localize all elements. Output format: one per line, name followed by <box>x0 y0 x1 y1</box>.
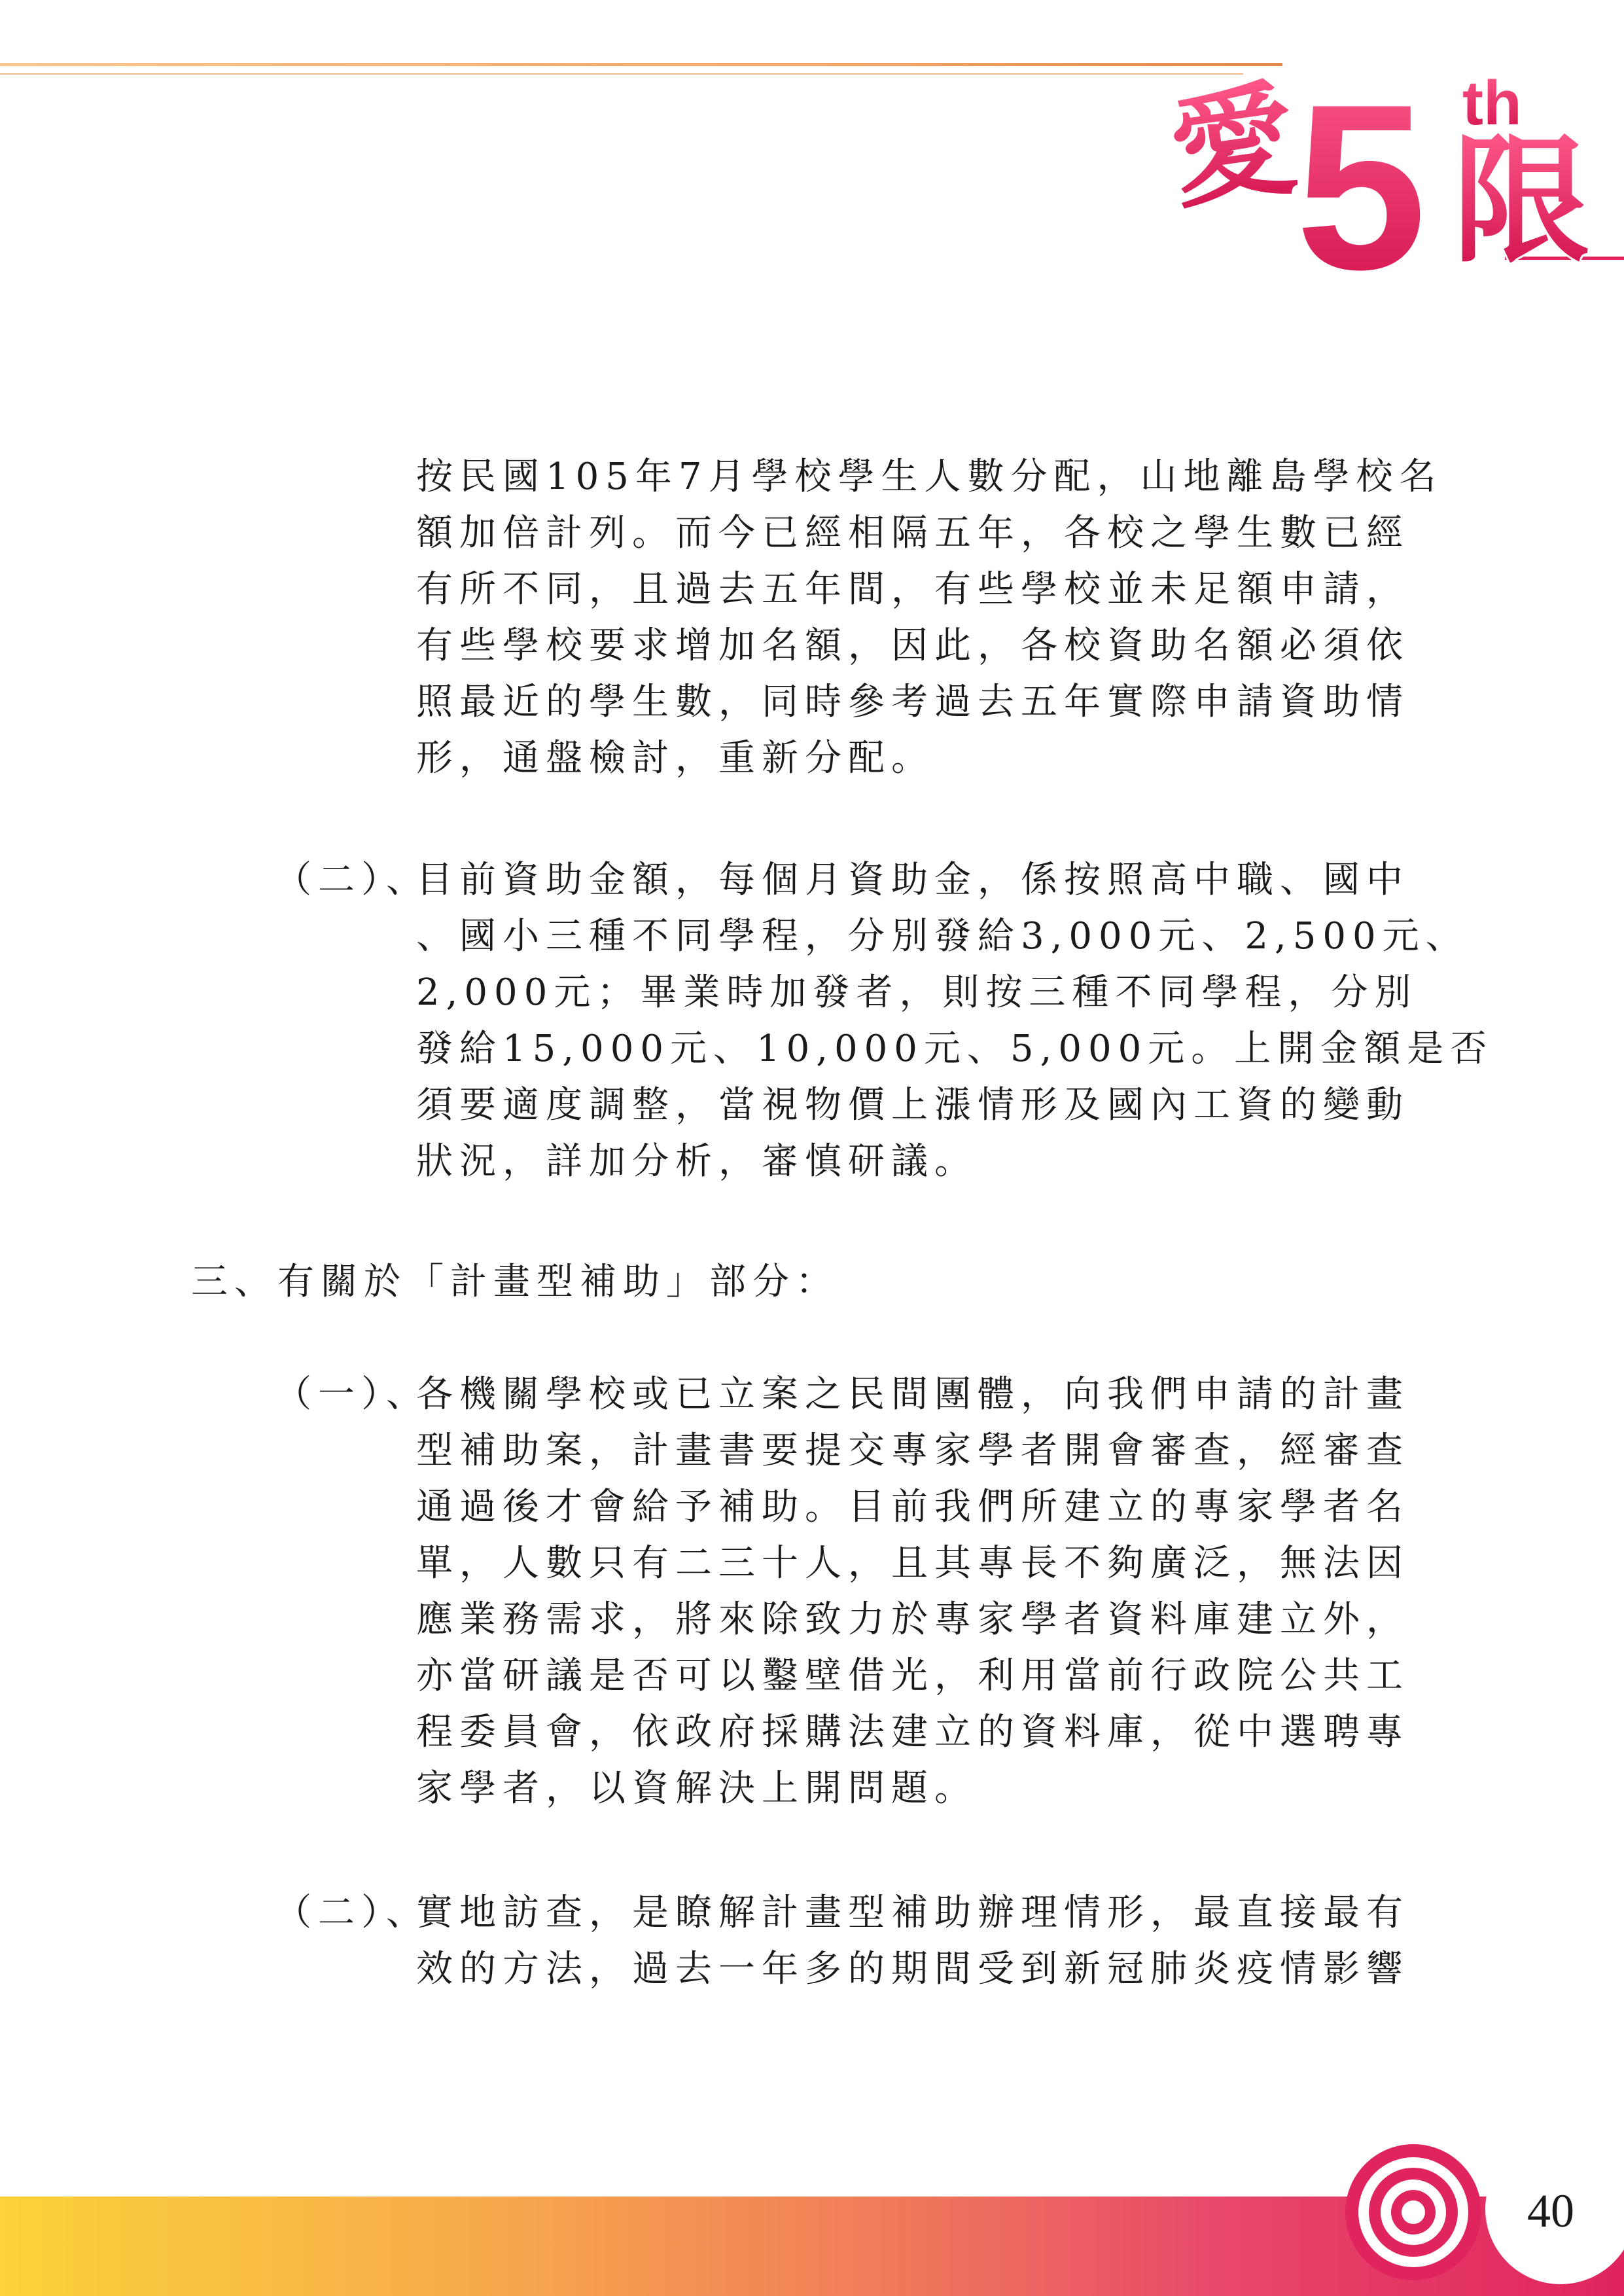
text-line: 家學者，以資解決上開問題。 <box>416 1767 978 1810</box>
text-line: 、國小三種不同學程，分別發給3,000元、2,500元、 <box>416 915 1469 958</box>
paragraph-2 <box>416 852 1493 1190</box>
text-line: 亦當研議是否可以鑿壁借光，利用當前行政院公共工 <box>416 1655 1409 1697</box>
text-line: 須要適度調整，當視物價上漲情形及國內工資的變動 <box>416 1084 1409 1126</box>
logo-number-five: 5 <box>1296 56 1427 288</box>
target-icon <box>1341 2140 1485 2284</box>
text-line: 各機關學校或已立案之民間團體，向我們申請的計畫 <box>416 1373 1409 1416</box>
logo-char-ai: 愛 <box>1165 69 1305 224</box>
text-line: 發給15,000元、10,000元、5,000元。上開金額是否 <box>416 1028 1494 1070</box>
text-line: 有些學校要求增加名額，因此，各校資助名額必須依 <box>416 624 1409 667</box>
section-heading-3: 三、有關於「計畫型補助」部分： <box>191 1261 839 1303</box>
text-line: 有所不同，且過去五年間，有些學校並未足額申請， <box>416 568 1409 611</box>
text-line: 額加倍計列。而今已經相隔五年，各校之學生數已經 <box>416 512 1409 554</box>
text-line: 目前資助金額，每個月資助金，係按照高中職、國中 <box>416 859 1409 901</box>
text-line: 型補助案，計畫書要提交專家學者開會審查，經審查 <box>416 1429 1409 1472</box>
text-line: 照最近的學生數，同時參考過去五年實際申請資助情 <box>416 681 1409 723</box>
logo-char-xian: 限 <box>1453 124 1591 278</box>
text-line: 實地訪查，是瞭解計畫型補助辦理情形，最直接最有 <box>416 1892 1409 1934</box>
text-line: 效的方法，過去一年多的期間受到新冠肺炎疫情影響 <box>416 1948 1409 1990</box>
logo-suffix-th: th <box>1462 68 1522 138</box>
text-line: 通過後才會給予補助。目前我們所建立的專家學者名 <box>416 1486 1409 1528</box>
paragraph-4 <box>416 1885 1409 1998</box>
paragraph-1 <box>416 449 1443 787</box>
text-line: 2,000元；畢業時加發者，則按三種不同學程，分別 <box>416 971 1418 1014</box>
paragraph-3 <box>416 1367 1409 1817</box>
text-line: 按民國105年7月學校學生人數分配，山地離島學校名 <box>416 456 1443 498</box>
page-number: 40 <box>1527 2185 1574 2237</box>
text-line: 形，通盤檢討，重新分配。 <box>416 737 934 780</box>
text-line: 應業務需求，將來除致力於專家學者資料庫建立外， <box>416 1598 1409 1641</box>
text-line: 程委員會，依政府採購法建立的資料庫，從中選聘專 <box>416 1711 1409 1753</box>
item-label-2b: （二）、 <box>275 1892 429 1934</box>
text-line: 狀況，詳加分析，審慎研議。 <box>416 1140 978 1183</box>
text-line: 單，人數只有二三十人，且其專長不夠廣泛，無法因 <box>416 1542 1409 1585</box>
item-label-2: （二）、 <box>275 859 429 901</box>
item-label-1: （一）、 <box>275 1373 429 1416</box>
